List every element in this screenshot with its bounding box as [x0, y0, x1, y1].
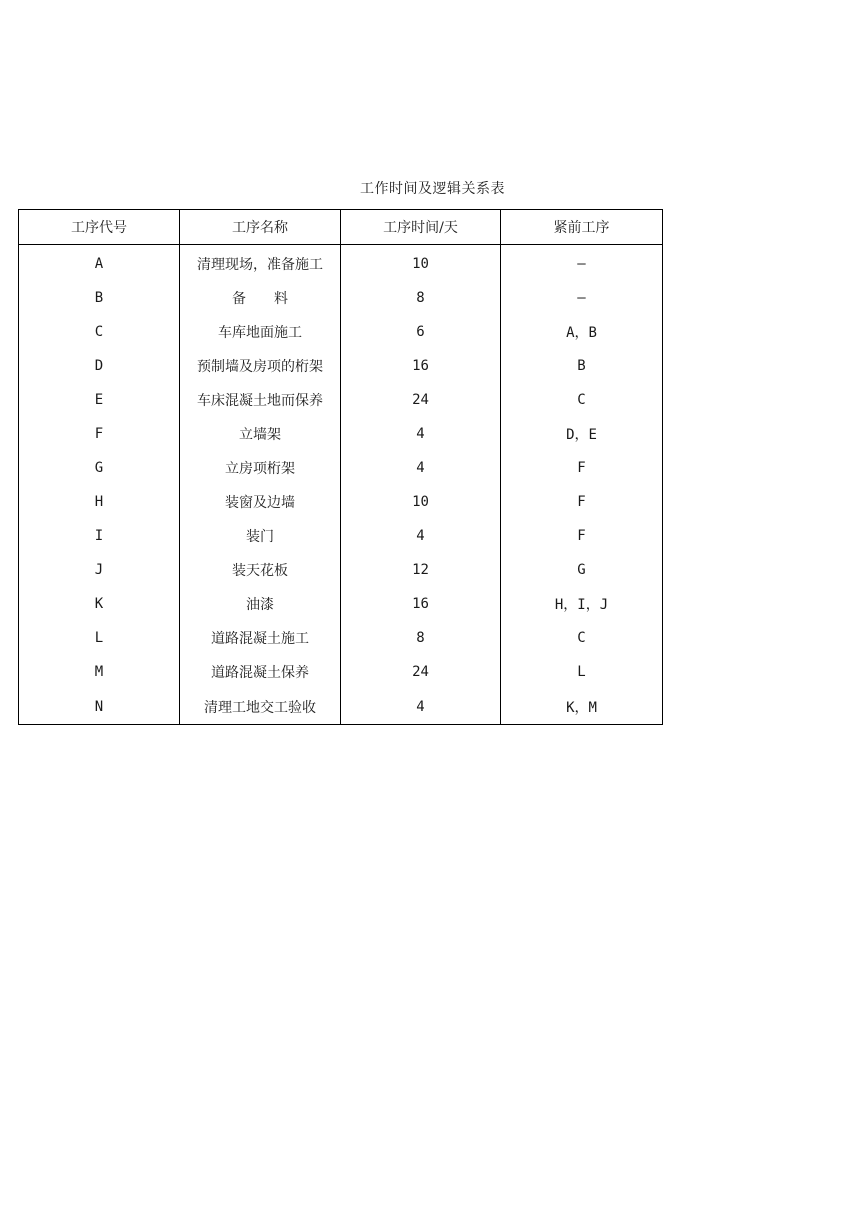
cell-code: D	[19, 349, 180, 383]
cell-name: 装门	[180, 519, 341, 553]
cell-days: 6	[341, 315, 501, 349]
cell-days: 4	[341, 451, 501, 485]
cell-name: 立墙架	[180, 417, 341, 451]
table-row	[19, 281, 663, 315]
header-predecessors: 紧前工序	[501, 210, 663, 245]
table-title: 工作时间及逻辑关系表	[360, 181, 505, 197]
header-name: 工序名称	[180, 210, 341, 245]
cell-predecessors: —	[501, 245, 663, 282]
cell-name: 立房项桁架	[180, 451, 341, 485]
cell-code: J	[19, 553, 180, 587]
cell-days: 24	[341, 655, 501, 689]
cell-code: I	[19, 519, 180, 553]
table-row	[19, 485, 663, 519]
cell-days: 8	[341, 281, 501, 315]
cell-name: 预制墙及房项的桁架	[180, 349, 341, 383]
table-row	[19, 349, 663, 383]
cell-code: G	[19, 451, 180, 485]
cell-days: 10	[341, 245, 501, 282]
cell-code: A	[19, 245, 180, 282]
cell-days: 16	[341, 587, 501, 621]
cell-predecessors: —	[501, 281, 663, 315]
table-row	[19, 519, 663, 553]
cell-name: 道路混凝土施工	[180, 621, 341, 655]
cell-predecessors: G	[501, 553, 663, 587]
cell-code: N	[19, 689, 180, 725]
cell-code: H	[19, 485, 180, 519]
cell-code: M	[19, 655, 180, 689]
cell-days: 4	[341, 689, 501, 725]
cell-name: 装窗及边墙	[180, 485, 341, 519]
table-header	[19, 210, 663, 245]
table-body	[19, 245, 663, 725]
table-row	[19, 553, 663, 587]
table-row	[19, 383, 663, 417]
cell-name: 车床混凝土地而保养	[180, 383, 341, 417]
cell-name: 油漆	[180, 587, 341, 621]
header-days: 工序时间/天	[341, 210, 501, 245]
cell-predecessors: L	[501, 655, 663, 689]
cell-code: B	[19, 281, 180, 315]
cell-name: 装天花板	[180, 553, 341, 587]
table-row	[19, 689, 663, 725]
table-row	[19, 417, 663, 451]
table-row	[19, 245, 663, 282]
cell-code: L	[19, 621, 180, 655]
cell-days: 4	[341, 417, 501, 451]
table-row	[19, 315, 663, 349]
cell-name: 备 料	[180, 281, 341, 315]
cell-predecessors: A，B	[501, 315, 663, 349]
header-code: 工序代号	[19, 210, 180, 245]
cell-predecessors: D，E	[501, 417, 663, 451]
cell-days: 12	[341, 553, 501, 587]
cell-code: E	[19, 383, 180, 417]
table-row	[19, 587, 663, 621]
cell-predecessors: H，I，J	[501, 587, 663, 621]
cell-days: 8	[341, 621, 501, 655]
cell-predecessors: C	[501, 621, 663, 655]
cell-name: 道路混凝土保养	[180, 655, 341, 689]
cell-days: 10	[341, 485, 501, 519]
cell-predecessors: B	[501, 349, 663, 383]
cell-predecessors: F	[501, 451, 663, 485]
cell-name: 清理工地交工验收	[180, 689, 341, 725]
cell-code: C	[19, 315, 180, 349]
cell-code: F	[19, 417, 180, 451]
cell-days: 4	[341, 519, 501, 553]
cell-code: K	[19, 587, 180, 621]
cell-predecessors: K，M	[501, 689, 663, 725]
header-row	[19, 210, 663, 245]
cell-days: 24	[341, 383, 501, 417]
cell-name: 车库地面施工	[180, 315, 341, 349]
cell-predecessors: F	[501, 519, 663, 553]
table-row	[19, 621, 663, 655]
cell-predecessors: C	[501, 383, 663, 417]
table-row	[19, 451, 663, 485]
work-schedule-table	[18, 209, 663, 725]
cell-name: 清理现场，准备施工	[180, 245, 341, 282]
cell-days: 16	[341, 349, 501, 383]
table-row	[19, 655, 663, 689]
cell-predecessors: F	[501, 485, 663, 519]
